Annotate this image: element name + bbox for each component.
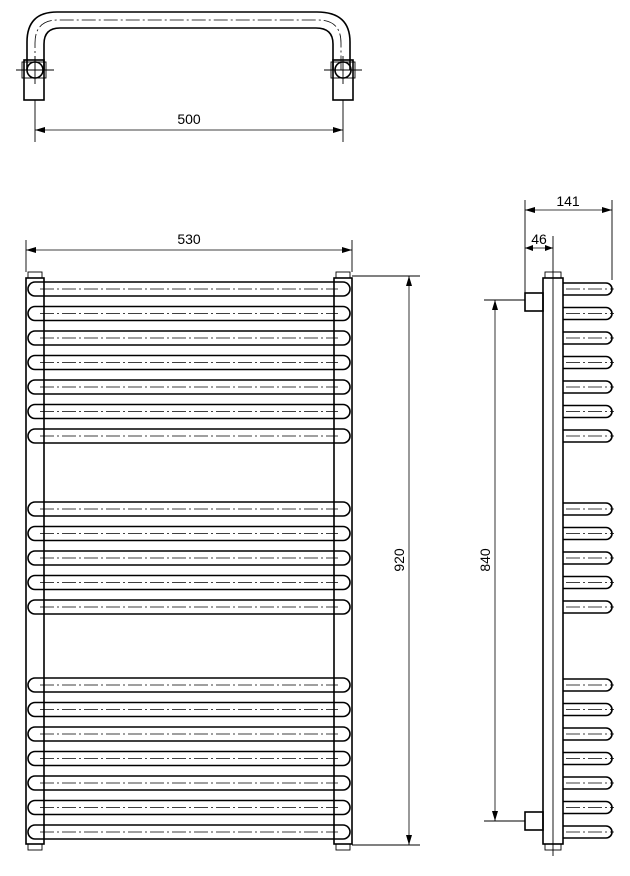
front-view — [26, 231, 420, 850]
dimension-front-height-label: 920 — [391, 548, 407, 572]
side-bottom-bracket — [525, 812, 543, 830]
dimension-side-offset — [525, 231, 553, 266]
dimension-front-height — [352, 276, 420, 845]
front-bars — [28, 282, 350, 839]
top-view-tube-inner — [44, 28, 333, 70]
dimension-top-width — [35, 111, 343, 133]
top-view — [16, 12, 362, 142]
side-top-bracket — [525, 293, 543, 311]
dimension-side-offset-label: 46 — [531, 231, 547, 247]
side-view — [477, 193, 614, 856]
dimension-top-width-label: 500 — [177, 111, 201, 127]
top-view-right-connector — [324, 56, 362, 142]
dimension-side-depth-label: 141 — [556, 193, 580, 209]
side-bars — [563, 283, 614, 838]
dimension-side-height-label: 840 — [477, 548, 493, 572]
dimension-front-width — [26, 231, 352, 272]
dimension-front-width-label: 530 — [177, 231, 201, 247]
top-view-left-connector — [16, 56, 54, 142]
top-view-tube-outer — [27, 12, 350, 70]
dimension-side-height — [477, 300, 525, 821]
